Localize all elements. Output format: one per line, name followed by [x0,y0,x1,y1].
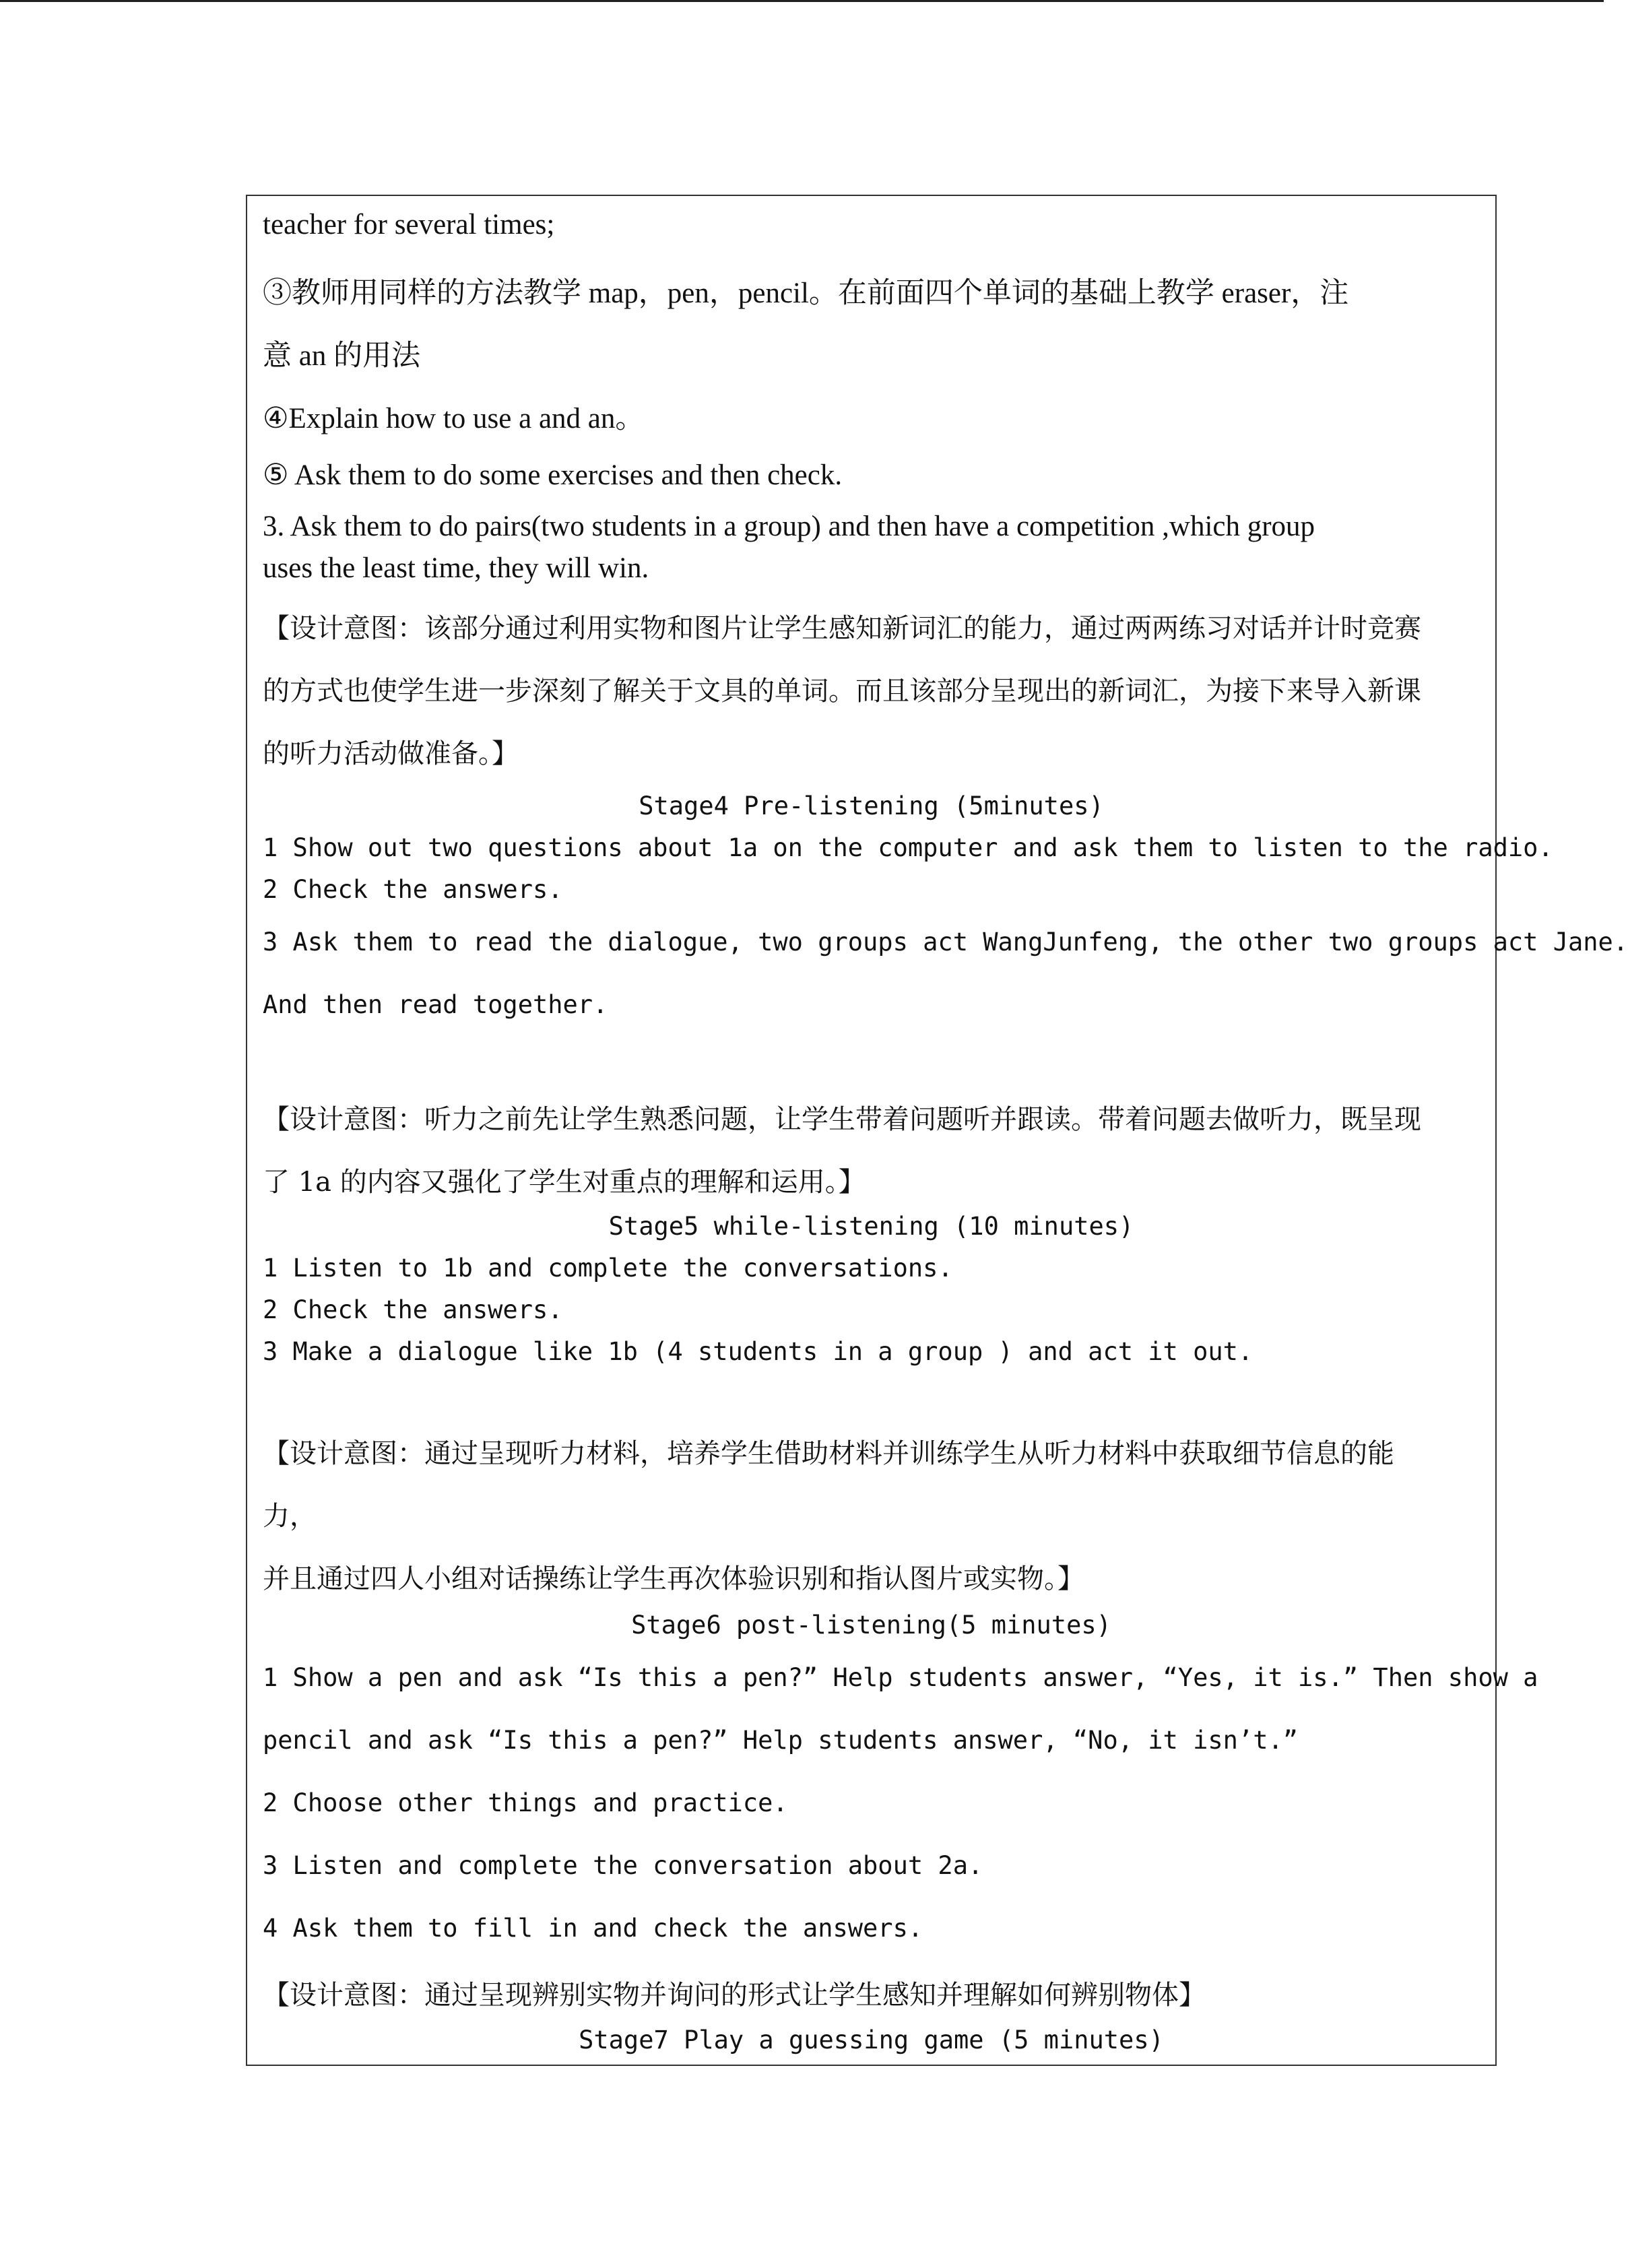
stage-heading: Stage4 Pre-listening (5minutes) [639,791,1104,820]
lesson-plan-table-cell [246,195,1628,2066]
design-intent-text: 【设计意图：听力之前先让学生熟悉问题，让学生带着问题听并跟读。带着问题去做听力，既呈现 [263,1104,1421,1135]
text-line: 1 Show a pen and ask “Is this a pen?” Help students answer, “Yes, it is.” Then show a [263,1663,1538,1692]
stage-heading: Stage7 Play a guessing game (5 minutes) [579,2026,1164,2054]
text-line: 3 Make a dialogue like 1b (4 students in a group ) and act it out. [263,1337,1253,1366]
design-intent-text: 并且通过四人小组对话操练让学生再次体验识别和指认图片或实物。】 [263,1563,1084,1594]
text-line: 2 Check the answers. [263,875,563,904]
text-line: 2 Check the answers. [263,1295,563,1324]
text-line: 4 Ask them to fill in and check the answers. [263,1914,923,1943]
text-line: 3 Listen and complete the conversation about 2a. [263,1851,983,1880]
design-intent-text: 【设计意图：通过呈现听力材料，培养学生借助材料并训练学生从听力材料中获取细节信息的能 [263,1438,1394,1469]
text-line: 意 an 的用法 [263,340,421,372]
text-line: ③教师用同样的方法教学 map，pen，pencil。在前面四个单词的基础上教学 eraser，注 [263,278,1349,309]
text-line: And then read together. [263,990,608,1019]
text-line: uses the least time, they will win. [263,552,649,584]
text-line: 3 Ask them to read the dialogue, two groups act WangJunfeng, the other two groups act Jane. [263,928,1628,957]
text-line: 2 Choose other things and practice. [263,1788,788,1817]
text-line: ④Explain how to use a and an。 [263,403,645,434]
stage-heading: Stage5 while-listening (10 minutes) [608,1212,1134,1241]
design-intent-text: 力， [263,1501,317,1532]
text-line: 1 Show out two questions about 1a on the computer and ask them to listen to the radio. [263,833,1553,862]
design-intent-text: 【设计意图：通过呈现辨别实物并询问的形式让学生感知并理解如何辨别物体】 [263,1980,1206,2011]
text-line: teacher for several times; [263,209,555,240]
text-line: 3. Ask them to do pairs(two students in a group) and then have a competition ,which group [263,511,1315,542]
text-line: ⑤ Ask them to do some exercises and then check. [263,459,843,491]
text-line: pencil and ask “Is this a pen?” Help students answer, “No, it isn’t.” [263,1726,1299,1755]
stage-heading: Stage6 post-listening(5 minutes) [631,1611,1111,1640]
design-intent-text: 的方式也使学生进一步深刻了解关于文具的单词。而且该部分呈现出的新词汇，为接下来导入新课 [263,676,1421,707]
page-top-border [0,0,1604,2]
text-line: 1 Listen to 1b and complete the conversations. [263,1254,953,1283]
design-intent-text: 【设计意图：该部分通过利用实物和图片让学生感知新词汇的能力，通过两两练习对话并计时竞赛 [263,613,1421,644]
design-intent-text: 了 1a 的内容又强化了学生对重点的理解和运用。】 [263,1167,866,1198]
design-intent-text: 的听力活动做准备。】 [263,738,519,769]
